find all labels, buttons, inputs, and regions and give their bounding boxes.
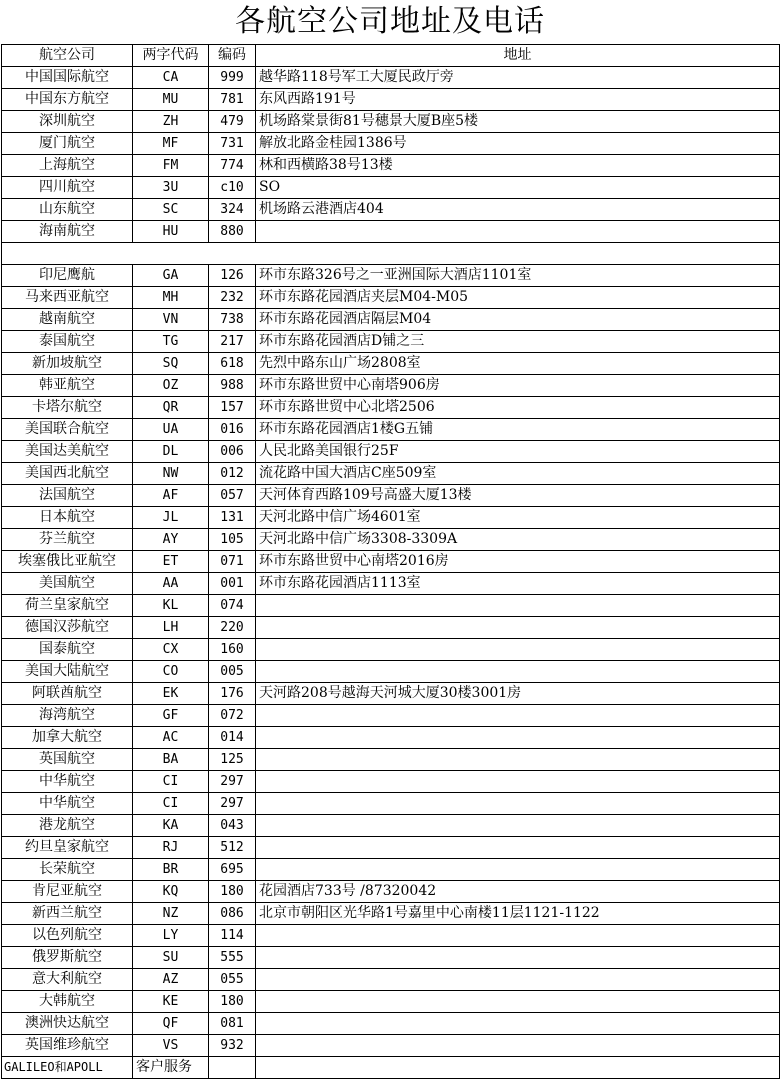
address-cell xyxy=(256,771,780,793)
address-cell: 环市东路326号之一亚洲国际大酒店1101室 xyxy=(256,265,780,287)
table-row xyxy=(2,287,780,309)
airline-name-cell: 印尼鹰航 xyxy=(2,265,133,287)
airline-name-cell: 长荣航空 xyxy=(2,859,133,881)
address-cell xyxy=(256,639,780,661)
table-row xyxy=(2,199,780,221)
airline-number-cell: 297 xyxy=(209,771,256,793)
iata-code-cell: KA xyxy=(133,815,209,837)
airline-name-cell: 美国大陆航空 xyxy=(2,661,133,683)
airline-number-cell: 232 xyxy=(209,287,256,309)
iata-code-cell: SQ xyxy=(133,353,209,375)
iata-code-cell: CA xyxy=(133,67,209,89)
airline-number-cell: 081 xyxy=(209,1013,256,1035)
iata-code-cell: GA xyxy=(133,265,209,287)
airline-number-cell: 555 xyxy=(209,947,256,969)
airline-number-cell: 114 xyxy=(209,925,256,947)
airline-name-cell: 法国航空 xyxy=(2,485,133,507)
iata-code-cell xyxy=(133,243,209,265)
airline-name-cell: 中国国际航空 xyxy=(2,67,133,89)
table-row xyxy=(2,375,780,397)
table-row xyxy=(2,573,780,595)
table-row xyxy=(2,507,780,529)
table-row xyxy=(2,353,780,375)
airline-name-cell: 上海航空 xyxy=(2,155,133,177)
airline-name-cell: 美国联合航空 xyxy=(2,419,133,441)
address-cell xyxy=(256,815,780,837)
table-row xyxy=(2,67,780,89)
airline-number-cell: 126 xyxy=(209,265,256,287)
address-cell: 天河路208号越海天河城大厦30楼3001房 xyxy=(256,683,780,705)
table-row xyxy=(2,727,780,749)
airline-number-cell: 071 xyxy=(209,551,256,573)
airline-number-cell: 057 xyxy=(209,485,256,507)
table-row xyxy=(2,331,780,353)
airline-name-cell: 国泰航空 xyxy=(2,639,133,661)
iata-code-cell: AY xyxy=(133,529,209,551)
address-cell xyxy=(256,1035,780,1057)
table-row xyxy=(2,969,780,991)
airline-number-cell: 880 xyxy=(209,221,256,243)
airline-name-cell: 马来西亚航空 xyxy=(2,287,133,309)
airline-name-cell: 美国航空 xyxy=(2,573,133,595)
airline-number-cell: 176 xyxy=(209,683,256,705)
address-cell: 环市东路花园酒店隔层M04 xyxy=(256,309,780,331)
table-row xyxy=(2,441,780,463)
address-cell xyxy=(256,1057,780,1079)
airline-number-cell: 074 xyxy=(209,595,256,617)
iata-code-cell: JL xyxy=(133,507,209,529)
table-row xyxy=(2,837,780,859)
airline-number-cell: 217 xyxy=(209,331,256,353)
iata-code-cell: VN xyxy=(133,309,209,331)
iata-code-cell: AA xyxy=(133,573,209,595)
footer-row xyxy=(2,1057,780,1079)
airline-name-cell: 阿联酋航空 xyxy=(2,683,133,705)
airline-number-cell: 479 xyxy=(209,111,256,133)
airline-name-cell: 泰国航空 xyxy=(2,331,133,353)
airline-name-cell: 日本航空 xyxy=(2,507,133,529)
address-cell xyxy=(256,947,780,969)
table-row xyxy=(2,617,780,639)
address-cell: 先烈中路东山广场2808室 xyxy=(256,353,780,375)
address-cell xyxy=(256,859,780,881)
address-cell: 流花路中国大酒店C座509室 xyxy=(256,463,780,485)
airline-name-cell: 新加坡航空 xyxy=(2,353,133,375)
table-header-row xyxy=(2,45,780,67)
airline-name-cell: 俄罗斯航空 xyxy=(2,947,133,969)
airline-name-cell: GALILEO和APOLL xyxy=(2,1057,133,1079)
header-number: 编码 xyxy=(209,45,256,67)
airline-number-cell: c10 xyxy=(209,177,256,199)
airline-number-cell: 180 xyxy=(209,881,256,903)
table-row xyxy=(2,705,780,727)
airline-name-cell: 美国达美航空 xyxy=(2,441,133,463)
address-cell xyxy=(256,705,780,727)
airline-number-cell: 180 xyxy=(209,991,256,1013)
airline-name-cell: 以色列航空 xyxy=(2,925,133,947)
address-cell: 花园酒店733号 /87320042 xyxy=(256,881,780,903)
iata-code-cell: FM xyxy=(133,155,209,177)
airline-number-cell: 999 xyxy=(209,67,256,89)
airline-number-cell: 160 xyxy=(209,639,256,661)
airline-name-cell: 韩亚航空 xyxy=(2,375,133,397)
table-row xyxy=(2,221,780,243)
airline-name-cell: 海湾航空 xyxy=(2,705,133,727)
table-row xyxy=(2,177,780,199)
address-cell: 人民北路美国银行25F xyxy=(256,441,780,463)
iata-code-cell: HU xyxy=(133,221,209,243)
airline-number-cell: 012 xyxy=(209,463,256,485)
airline-number-cell: 006 xyxy=(209,441,256,463)
airline-name-cell: 美国西北航空 xyxy=(2,463,133,485)
table-row xyxy=(2,903,780,925)
airline-name-cell: 深圳航空 xyxy=(2,111,133,133)
airline-number-cell: 005 xyxy=(209,661,256,683)
airline-name-cell: 荷兰皇家航空 xyxy=(2,595,133,617)
airline-name-cell: 大韩航空 xyxy=(2,991,133,1013)
address-cell: 机场路云港酒店404 xyxy=(256,199,780,221)
airline-number-cell: 001 xyxy=(209,573,256,595)
table-row xyxy=(2,925,780,947)
airline-number-cell xyxy=(209,243,256,265)
address-cell xyxy=(256,595,780,617)
airline-name-cell: 德国汉莎航空 xyxy=(2,617,133,639)
airline-number-cell: 014 xyxy=(209,727,256,749)
address-cell xyxy=(256,727,780,749)
airline-number-cell: 297 xyxy=(209,793,256,815)
airline-name-cell: 英国航空 xyxy=(2,749,133,771)
airline-name-cell: 中华航空 xyxy=(2,793,133,815)
airline-number-cell: 016 xyxy=(209,419,256,441)
iata-code-cell: RJ xyxy=(133,837,209,859)
iata-code-cell: CX xyxy=(133,639,209,661)
iata-code-cell: EK xyxy=(133,683,209,705)
table-row xyxy=(2,771,780,793)
iata-code-cell: KE xyxy=(133,991,209,1013)
blank-row xyxy=(2,243,780,265)
airline-number-cell: 988 xyxy=(209,375,256,397)
iata-code-cell: BA xyxy=(133,749,209,771)
airline-number-cell: 774 xyxy=(209,155,256,177)
iata-code-cell: DL xyxy=(133,441,209,463)
airline-name-cell: 越南航空 xyxy=(2,309,133,331)
header-code: 两字代码 xyxy=(133,45,209,67)
address-cell: 环市东路世贸中心南塔2016房 xyxy=(256,551,780,573)
address-cell: 环市东路花园酒店1楼G五铺 xyxy=(256,419,780,441)
table-row xyxy=(2,133,780,155)
page-title: 各航空公司地址及电话 xyxy=(235,4,545,39)
iata-code-cell: CI xyxy=(133,793,209,815)
address-cell xyxy=(256,837,780,859)
table-row xyxy=(2,1013,780,1035)
airline-number-cell: 220 xyxy=(209,617,256,639)
airline-name-cell: 约旦皇家航空 xyxy=(2,837,133,859)
address-cell xyxy=(256,221,780,243)
airline-name-cell: 意大利航空 xyxy=(2,969,133,991)
address-cell: 天河北路中信广场3308-3309A xyxy=(256,529,780,551)
table-row xyxy=(2,749,780,771)
iata-code-cell: CO xyxy=(133,661,209,683)
airline-name-cell: 山东航空 xyxy=(2,199,133,221)
iata-code-cell: ET xyxy=(133,551,209,573)
header-address: 地址 xyxy=(256,45,780,67)
address-cell xyxy=(256,793,780,815)
airline-number-cell: 105 xyxy=(209,529,256,551)
address-cell: 北京市朝阳区光华路1号嘉里中心南楼11层1121-1122 xyxy=(256,903,780,925)
iata-code-cell: QR xyxy=(133,397,209,419)
table-row xyxy=(2,89,780,111)
airline-number-cell: 781 xyxy=(209,89,256,111)
iata-code-cell: KQ xyxy=(133,881,209,903)
table-row xyxy=(2,991,780,1013)
airline-name-cell: 埃塞俄比亚航空 xyxy=(2,551,133,573)
iata-code-cell: KL xyxy=(133,595,209,617)
airline-name-cell: 海南航空 xyxy=(2,221,133,243)
airline-name-cell: 港龙航空 xyxy=(2,815,133,837)
table-row xyxy=(2,463,780,485)
address-cell: SO xyxy=(256,177,780,199)
address-cell xyxy=(256,1013,780,1035)
address-cell xyxy=(256,969,780,991)
iata-code-cell: CI xyxy=(133,771,209,793)
airline-number-cell: 695 xyxy=(209,859,256,881)
airline-number-cell: 131 xyxy=(209,507,256,529)
address-cell: 天河体育西路109号高盛大厦13楼 xyxy=(256,485,780,507)
address-cell: 林和西横路38号13楼 xyxy=(256,155,780,177)
airline-name-cell: 澳洲快达航空 xyxy=(2,1013,133,1035)
iata-code-cell: OZ xyxy=(133,375,209,397)
iata-code-cell: NZ xyxy=(133,903,209,925)
address-cell: 环市东路花园酒店夹层M04-M05 xyxy=(256,287,780,309)
address-cell: 环市东路花园酒店1113室 xyxy=(256,573,780,595)
iata-code-cell: AC xyxy=(133,727,209,749)
address-cell xyxy=(256,749,780,771)
address-cell: 环市东路世贸中心南塔906房 xyxy=(256,375,780,397)
table-row xyxy=(2,529,780,551)
address-cell: 天河北路中信广场4601室 xyxy=(256,507,780,529)
iata-code-cell: ZH xyxy=(133,111,209,133)
iata-code-cell: BR xyxy=(133,859,209,881)
airline-name-cell: 厦门航空 xyxy=(2,133,133,155)
iata-code-cell: NW xyxy=(133,463,209,485)
table-row xyxy=(2,683,780,705)
iata-code-cell: LY xyxy=(133,925,209,947)
address-cell: 环市东路世贸中心北塔2506 xyxy=(256,397,780,419)
table-row xyxy=(2,1035,780,1057)
airline-name-cell: 卡塔尔航空 xyxy=(2,397,133,419)
airline-name-cell: 中华航空 xyxy=(2,771,133,793)
iata-code-cell: MF xyxy=(133,133,209,155)
table-row xyxy=(2,859,780,881)
iata-code-cell: 3U xyxy=(133,177,209,199)
address-cell: 解放北路金桂园1386号 xyxy=(256,133,780,155)
airline-name-cell xyxy=(2,243,133,265)
iata-code-cell: SC xyxy=(133,199,209,221)
airline-name-cell: 芬兰航空 xyxy=(2,529,133,551)
table-row xyxy=(2,397,780,419)
iata-code-cell: QF xyxy=(133,1013,209,1035)
address-cell xyxy=(256,617,780,639)
address-cell xyxy=(256,991,780,1013)
address-cell xyxy=(256,243,780,265)
iata-code-cell: AF xyxy=(133,485,209,507)
table-row xyxy=(2,881,780,903)
airline-number-cell: 731 xyxy=(209,133,256,155)
airline-name-cell: 新西兰航空 xyxy=(2,903,133,925)
table-row xyxy=(2,485,780,507)
address-cell: 越华路118号军工大厦民政厅旁 xyxy=(256,67,780,89)
airline-number-cell: 512 xyxy=(209,837,256,859)
iata-code-cell: UA xyxy=(133,419,209,441)
table-row xyxy=(2,551,780,573)
iata-code-cell: TG xyxy=(133,331,209,353)
iata-code-cell: GF xyxy=(133,705,209,727)
table-row xyxy=(2,419,780,441)
airline-number-cell: 072 xyxy=(209,705,256,727)
address-cell xyxy=(256,661,780,683)
table-row xyxy=(2,639,780,661)
airline-number-cell: 157 xyxy=(209,397,256,419)
airline-name-cell: 英国维珍航空 xyxy=(2,1035,133,1057)
iata-code-cell: MH xyxy=(133,287,209,309)
airline-number-cell: 618 xyxy=(209,353,256,375)
table-row xyxy=(2,265,780,287)
airline-number-cell: 932 xyxy=(209,1035,256,1057)
iata-code-cell: LH xyxy=(133,617,209,639)
address-cell: 环市东路花园酒店D铺之三 xyxy=(256,331,780,353)
table-row xyxy=(2,815,780,837)
airline-number-cell: 086 xyxy=(209,903,256,925)
address-cell: 东风西路191号 xyxy=(256,89,780,111)
table-row xyxy=(2,309,780,331)
iata-code-cell: AZ xyxy=(133,969,209,991)
table-row xyxy=(2,661,780,683)
airline-number-cell: 125 xyxy=(209,749,256,771)
airline-number-cell: 043 xyxy=(209,815,256,837)
airline-number-cell: 738 xyxy=(209,309,256,331)
airline-name-cell: 四川航空 xyxy=(2,177,133,199)
iata-code-cell: 客户服务 xyxy=(133,1057,209,1079)
airline-table xyxy=(1,44,780,1079)
table-row xyxy=(2,947,780,969)
airline-number-cell xyxy=(209,1057,256,1079)
table-row xyxy=(2,111,780,133)
iata-code-cell: SU xyxy=(133,947,209,969)
airline-number-cell: 324 xyxy=(209,199,256,221)
iata-code-cell: MU xyxy=(133,89,209,111)
table-row xyxy=(2,155,780,177)
airline-number-cell: 055 xyxy=(209,969,256,991)
airline-name-cell: 加拿大航空 xyxy=(2,727,133,749)
header-airline: 航空公司 xyxy=(2,45,133,67)
airline-name-cell: 中国东方航空 xyxy=(2,89,133,111)
table-row xyxy=(2,595,780,617)
airline-name-cell: 肯尼亚航空 xyxy=(2,881,133,903)
address-cell: 机场路棠景街81号穗景大厦B座5楼 xyxy=(256,111,780,133)
address-cell xyxy=(256,925,780,947)
table-row xyxy=(2,793,780,815)
iata-code-cell: VS xyxy=(133,1035,209,1057)
